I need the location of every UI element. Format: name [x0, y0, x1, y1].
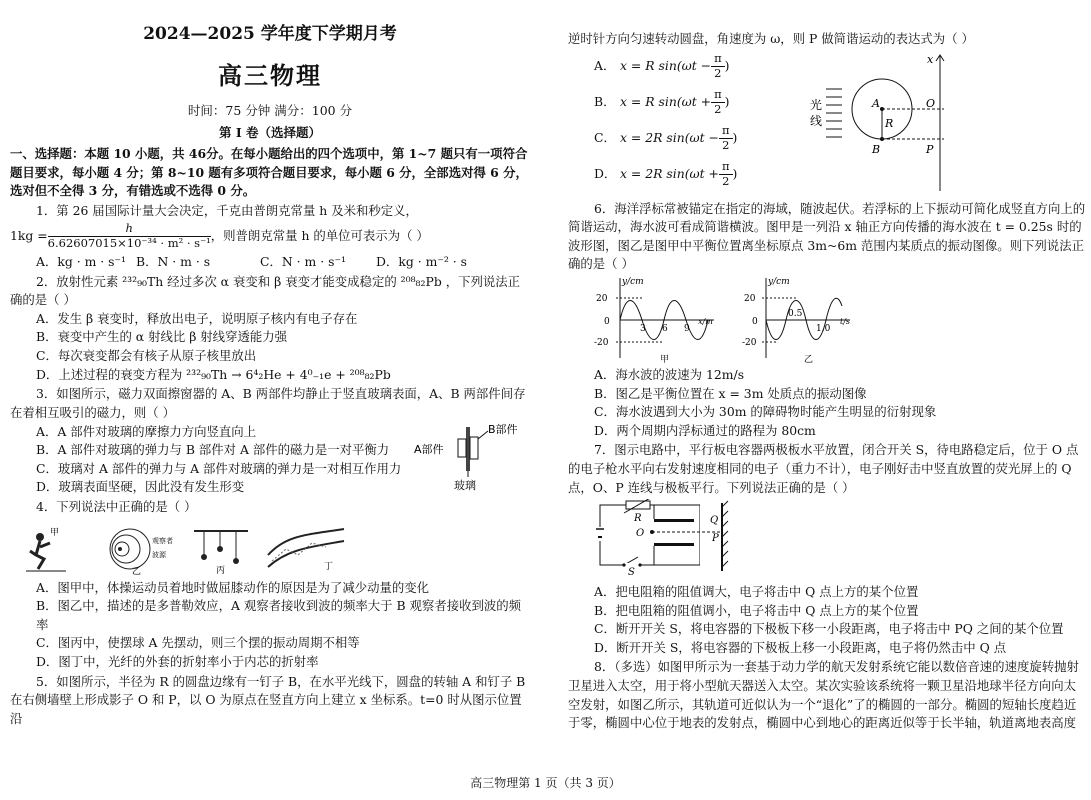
q4-fig-pendulums: [190, 525, 252, 575]
q1-option-d: D．kg · m⁻² · s: [376, 254, 468, 270]
q1-formula-tail: ，则普朗克常量 h 的单位可表示为（ ）: [210, 228, 429, 244]
q6-fig1-xtick-6: 6: [662, 324, 668, 335]
q6-option-c: C．海水波遇到大小为 30m 的障碍物时能产生明显的衍射现象: [594, 404, 937, 420]
q4-fig-label-yi: 乙: [132, 566, 142, 575]
q5-option-d-close: ): [732, 166, 738, 182]
q5-fig-o: O: [926, 96, 936, 110]
q6-fig2-ytick-m20: -20: [742, 338, 757, 349]
label-part-a: A部件: [414, 443, 444, 457]
q6-fig1-ytick-20: 20: [596, 294, 608, 305]
q6-option-d: D．两个周期内浮标通过的路程为 80cm: [594, 422, 816, 438]
capacitor-bottom-plate: [654, 543, 694, 546]
q5-fig-light: 光: [810, 97, 823, 112]
q2-option-d: D．上述过程的衰变方程为 ²³²₉₀Th → 6⁴₂He + 4⁰₋₁e + ²⁰⁸₈₂Pb: [36, 366, 391, 382]
part-title: 第 Ⅰ 卷（选择题）: [218, 125, 322, 141]
q7-circuit-figure: [594, 499, 744, 575]
q7-fig-o: O: [636, 528, 645, 540]
q4-fig-doppler: [102, 525, 176, 575]
q6-option-a: A．海水波的波速为 12m/s: [594, 367, 745, 383]
q5-fig-line: 线: [810, 113, 823, 128]
q5-option-d-expr: x = 2R sin(ωt +: [620, 166, 719, 182]
q1-option-c: C．N · m · s⁻¹: [260, 254, 346, 270]
q6-fig2-ytick-20: 20: [744, 294, 756, 305]
q5-b-pi: π: [711, 88, 725, 103]
q1-stem: 1．第 26 届国际计量大会决定，千克由普朗克常量 h 及米和秒定义，: [36, 202, 418, 218]
q5-fig-r: R: [885, 116, 894, 130]
left-column: [10, 22, 530, 728]
q4-fig-label-ding: 丁: [324, 561, 334, 572]
q2-option-b: B．衰变中产生的 α 射线比 β 射线穿透能力强: [36, 329, 288, 345]
q5-stem-left: 5．如图所示，半径为 R 的圆盘边缘有一钉子 B，在水平光线下，圆盘的转轴 A 和钉子 B 在右侧墙壁上形成影子 O 和 P，以 O 为原点在竖直方向上建立 x 坐标系。t=0 时从图示位置沿: [10, 673, 526, 726]
q6-vibration-graph: [742, 276, 854, 364]
q2-stem: 2．放射性元素 ²³²₉₀Th 经过多次 α 衰变和 β 衰变才能变成稳定的 ²⁰⁸₈₂Pb ，下列说法正确的是（ ）: [10, 273, 521, 308]
q4-fig-text-a: 观察者: [152, 536, 173, 545]
q7-stem: 7．图示电路中，平行板电容器两极板水平放置，闭合开关 S，待电路稳定后，位于 O 点的电子枪水平向右发射速度相同的电子（重力不计），电子刚好击中竖直放置的荧光屏上的 Q 点，O、P 连线与极板平行。下列说法正确的是（ ）: [568, 442, 1079, 495]
q6-option-b: B．图乙是平衡位置在 x = 3m 处质点的振动图像: [594, 385, 867, 401]
part-b-shape: [470, 437, 478, 459]
q5-option-c-label: C．: [594, 130, 616, 146]
q6-fig1-xtick-9: 9: [684, 324, 690, 335]
q3-option-c: C．玻璃对 A 部件的弹力与 A 部件对玻璃的弹力是一对相互作用力: [36, 460, 402, 476]
q6-fig1-xlabel: x/m: [698, 317, 713, 327]
q6-fig1-caption: 甲: [660, 355, 670, 365]
part-a-shape: [458, 439, 466, 457]
part-b-leader: [478, 431, 488, 439]
light-arrows: [826, 89, 842, 137]
q4-option-a: A．图甲中，体操运动员着地时做屈膝动作的原因是为了减少动量的变化: [36, 579, 430, 595]
q6-fig2-xtick-05: 0.5: [788, 309, 803, 320]
q5-option-a-label: A．: [594, 58, 616, 74]
q7-option-d: D．断开开关 S，将电容器的下极板上移一小段距离，电子将仍然击中 Q 点: [594, 639, 1007, 655]
q4-fig-gymnast: [26, 525, 88, 575]
q7-option-c: C．断开开关 S，将电容器的下极板下移一小段距离，电子将击中 PQ 之间的某个位置: [594, 621, 1064, 637]
q5-figure: [808, 53, 948, 193]
q8-stem: 8．（多选）如图甲所示为一套基于动力学的航天发射系统它能以数倍音速的速度旋转抛射卫星进入太空，用于将小型航天器送入太空。某次实验该系统将一颗卫星沿地球半径方向向太空发射，如图乙所示，其轨道可近似认为一个“退化”了的椭圆的一部分。椭圆的短轴长度趋近于零，椭圆中心位于地表的发射点，椭圆中心到地心的距离近似等于长半轴，轨道离地表高度: [568, 659, 1079, 731]
q4-option-d: D．图丁中，光纤的外套的折射率小于内芯的折射率: [36, 654, 319, 669]
q5-b-two: 2: [714, 102, 722, 117]
q5-option-a-frac: [711, 52, 725, 81]
q7-fig-r: R: [634, 513, 642, 525]
exam-title: 2024—2025 学年度下学期月考: [143, 24, 397, 44]
q5-a-two: 2: [714, 66, 722, 81]
q1-frac-den: 6.62607015×10⁻³⁴ · m² · s⁻¹: [47, 236, 211, 251]
q6-fig1-ytick-0: 0: [604, 317, 610, 328]
q3-option-d: D．玻璃表面坚硬，因此没有发生形变: [36, 479, 245, 495]
q7-figure-wrap: [568, 499, 1088, 581]
subject-title: 高三物理: [218, 60, 322, 90]
q5-c-two: 2: [722, 138, 730, 153]
q5-option-a-expr: x = R sin(ωt −: [620, 58, 712, 74]
vib-curve: [766, 298, 842, 339]
q5-stem-right: 逆时针方向匀速转动圆盘，角速度为 ω，则 P 做简谐运动的表达式为（ ）: [568, 31, 974, 46]
q5-option-c-frac: [719, 124, 733, 153]
q1-option-b: B．N · m · s: [136, 254, 211, 270]
q5-fig-x: x: [927, 52, 934, 66]
q5-c-pi: π: [719, 124, 733, 139]
q5-d-two: 2: [722, 174, 730, 189]
q4-option-b: B．图乙中，描述的是多普勒效应，A 观察者接收到波的频率大于 B 观察者接收到波的频率: [36, 598, 522, 632]
q6-fig1-ytick-m20: -20: [594, 338, 609, 349]
label-glass: 玻璃: [454, 479, 476, 493]
q1-formula: [10, 222, 530, 251]
glass-pane: [466, 427, 470, 471]
q4-figures: [10, 521, 530, 575]
q6-stem: 6．海洋浮标常被锚定在指定的海域，随波起伏。若浮标的上下振动可简化成竖直方向上的简谐运动，海水波可看成简谐横波。图甲是一列沿 x 轴正方向传播的海水波在 t = 0.25s 时的波形图，图乙是图甲中平衡位置离坐标原点 3m~6m 范围内某质点的振动图像。则下列说法正确的是（ ）: [568, 200, 1086, 272]
q2-option-a: A．发生 β 衰变时，释放出电子，说明原子核内有电子存在: [36, 310, 358, 326]
section-intro: 一、选择题：本题 10 小题，共 46分。在每小题给出的四个选项中，第 1~7 题只有一项符合题目要求，每小题 4 分；第 8~10 题有多项符合题目要求，每小题 6 分，全部选对得 6 分，选对但不全得 3 分，有错选或不选得 0 分。: [10, 146, 528, 199]
q3-option-a: A．A 部件对玻璃的摩擦力方向竖直向上: [36, 423, 257, 439]
q6-fig1-ylabel: y/cm: [622, 277, 644, 288]
q1-frac-num: h: [48, 222, 211, 237]
q7-fig-s: S: [628, 567, 635, 576]
q6-fig2-ytick-0: 0: [752, 317, 758, 328]
q5-option-a-close: ): [724, 58, 730, 74]
q5-option-b-expr: x = R sin(ωt +: [620, 94, 712, 110]
q5-option-d-label: D．: [594, 166, 617, 182]
q4-fig-label-bing: 丙: [216, 565, 226, 575]
right-column: [568, 30, 1088, 733]
q5-fig-p: P: [926, 142, 934, 156]
q3-block: [10, 385, 530, 497]
q7-option-b: B．把电阻箱的阻值调小，电子将击中 Q 点上方的某个位置: [594, 602, 919, 618]
q1-formula-left: 1kg =: [10, 228, 48, 244]
q1-option-a: A．kg · m · s⁻¹: [36, 254, 127, 270]
circuit-loop: [600, 505, 700, 565]
capacitor-top-plate: [654, 519, 694, 522]
q3-figure: [414, 423, 524, 493]
q4-fig-label-jia: 甲: [50, 527, 60, 538]
q7-fig-q: Q: [710, 515, 719, 527]
label-part-b: B部件: [488, 423, 518, 437]
q1-fraction: [48, 222, 211, 251]
q4-option-c: C．图丙中，使摆球 A 先摆动，则三个摆的振动周期不相等: [36, 635, 360, 651]
q4-stem: 4．下列说法中正确的是（ ）: [36, 498, 197, 514]
q4-fig-optical-fiber: [266, 525, 346, 575]
page-footer: 高三物理第 1 页（共 3 页）: [470, 776, 621, 790]
q5-d-pi: π: [719, 160, 733, 175]
q5-option-b-close: ): [724, 94, 730, 110]
q7-option-a: A．把电阻箱的阻值调大，电子将击中 Q 点上方的某个位置: [594, 583, 919, 599]
q5-a-pi: π: [711, 52, 725, 67]
time-info: 时间：75 分钟 满分：100 分: [187, 102, 353, 118]
q4-fig-text-b: 波源: [152, 550, 166, 559]
q6-fig2-xlabel: t/s: [840, 317, 851, 327]
q6-fig2-caption: 乙: [804, 355, 814, 365]
q2-option-c: C．每次衰变都会有核子从原子核里放出: [36, 348, 257, 364]
q7-fig-p: P: [712, 533, 719, 545]
q3-option-b: B．A 部件对玻璃的弹力与 B 部件对 A 部件的磁力是一对平衡力: [36, 442, 390, 458]
q6-fig1-xtick-3: 3: [640, 324, 646, 335]
q5-options-block: [568, 49, 1088, 199]
q5-fig-a: A: [872, 96, 880, 110]
q5-option-c-close: ): [732, 130, 738, 146]
q6-fig2-xtick-10: 1.0: [816, 324, 831, 335]
q5-fig-b: B: [872, 142, 881, 156]
q3-stem: 3．如图所示，磁力双面擦窗器的 A、B 两部件均静止于竖直玻璃表面，A、B 两部件间存在着相互吸引的磁力，则（ ）: [10, 386, 526, 420]
q6-fig2-ylabel: y/cm: [768, 277, 790, 288]
q1-options: [10, 253, 530, 272]
q5-option-b-frac: [711, 88, 725, 117]
q5-option-d-frac: [719, 160, 733, 189]
q6-figures: [568, 276, 1088, 364]
q5-option-b-label: B．: [594, 94, 616, 110]
q6-wave-graph: [594, 276, 718, 364]
q5-option-c-expr: x = 2R sin(ωt −: [620, 130, 719, 146]
